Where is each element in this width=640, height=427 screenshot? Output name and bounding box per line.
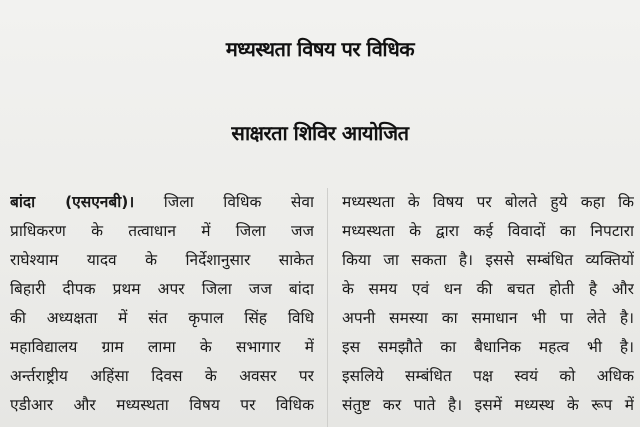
article-line: के समय एवं धन की बचत होती है और <box>342 280 634 298</box>
byline: बांदा (एसएनबी)। <box>10 193 135 211</box>
article-line: की अध्यक्षता में संत कृपाल सिंह विधि <box>10 309 314 327</box>
headline-line-1: मध्यस्थता विषय पर विधिक <box>225 37 415 61</box>
article-line: बिहारी दीपक प्रथम अपर जिला जज बांदा <box>10 280 314 298</box>
article-line: मध्यस्थता के विषय पर बोलते हुये कहा कि <box>342 193 634 211</box>
column-divider <box>327 188 328 427</box>
article-line: मध्यस्थता के द्वारा कई विवादों का निपटारा <box>342 222 634 240</box>
article-line: अर्न्तराष्ट्रीय अहिंसा दिवस के अवसर पर <box>10 367 314 385</box>
article-left-column <box>10 188 314 420</box>
article-line: इस समझौते का बैधानिक महत्व भी है। <box>342 338 634 356</box>
article-line: महाविद्यालय ग्राम लामा के सभागार में <box>10 338 314 356</box>
article-line <box>10 188 314 217</box>
article-line: प्राधिकरण के तत्वाधान में जिला जज <box>10 222 314 240</box>
article-line: संतुष्ट कर पाते है। इसमें मध्यस्थ के रूप में <box>342 396 634 414</box>
headline-line-2: साक्षरता शिविर आयोजित <box>231 121 409 145</box>
article-line: एडीआर और मध्यस्थता विषय पर विधिक <box>10 396 314 414</box>
article-line: राघेश्याम यादव के निर्देशानुसार साकेत <box>10 251 314 269</box>
article-line: अपनी समस्या का समाधान भी पा लेते है। <box>342 309 634 327</box>
article-right-column <box>342 188 634 420</box>
article-line-text: जिला विधिक सेवा <box>134 193 314 211</box>
article-line: किया जा सकता है। इससे सम्बंधित व्यक्तियों <box>342 251 634 269</box>
article-line: इसलिये सम्बंधित पक्ष स्वयं को अधिक <box>342 367 634 385</box>
